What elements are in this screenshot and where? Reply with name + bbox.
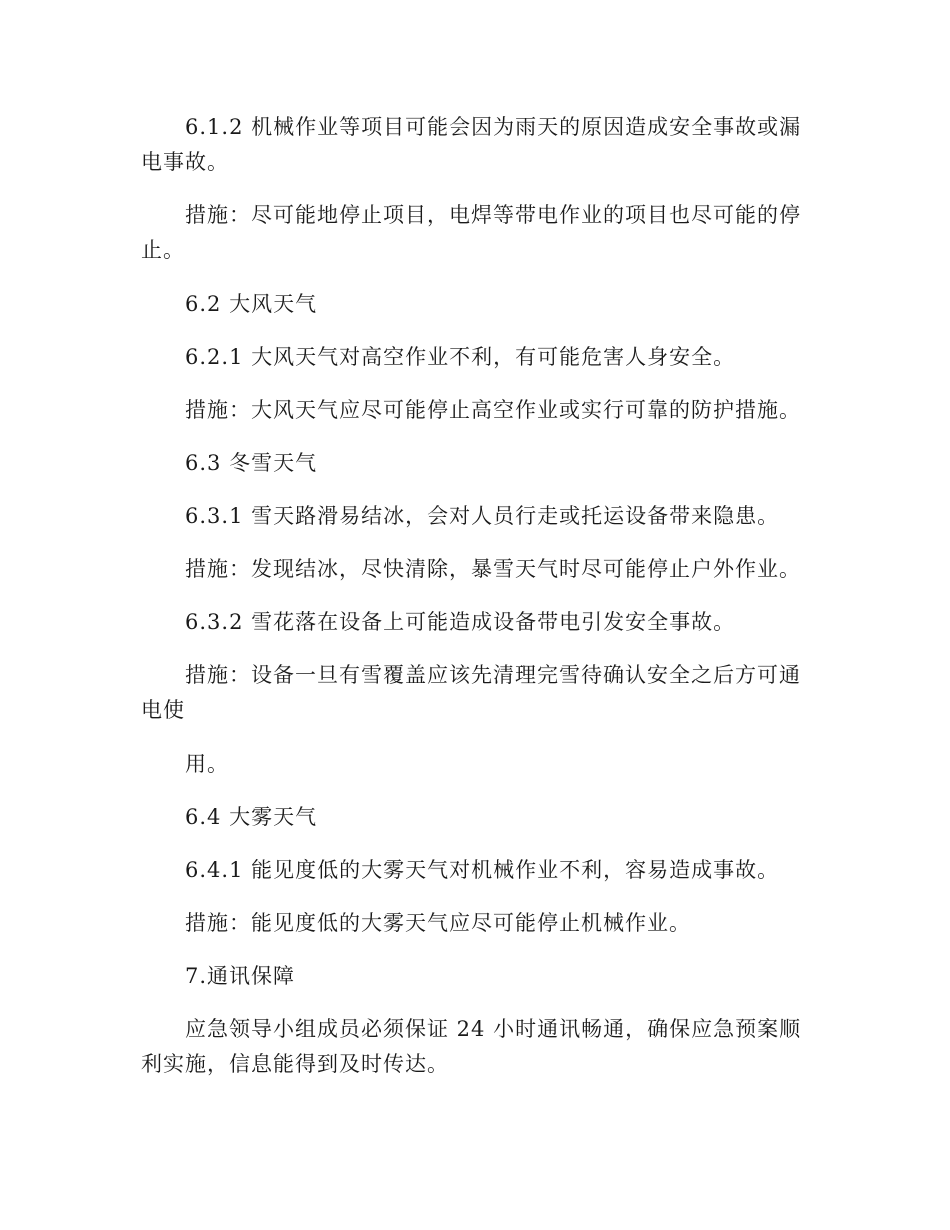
- paragraph-measure-6-2-1: 措施：大风天气应尽可能停止高空作业或实行可靠的防护措施。: [185, 398, 801, 422]
- paragraph-measure-6-3-1: 措施：发现结冰，尽快清除，暴雪天气时尽可能停止户外作业。: [185, 557, 801, 581]
- paragraph-6-1-2: 6.1.2 机械作业等项目可能会因为雨天的原因造成安全事故或漏电事故。: [141, 115, 802, 174]
- heading-6-3: 6.3 冬雪天气: [185, 451, 318, 475]
- paragraph-6-4-1: 6.4.1 能见度低的大雾天气对机械作业不利，容易造成事故。: [185, 858, 780, 882]
- heading-7: 7.通讯保障: [185, 964, 296, 988]
- paragraph-measure-6-1-2: 措施：尽可能地停止项目，电焊等带电作业的项目也尽可能的停止。: [141, 203, 801, 262]
- paragraph-measure-6-3-2: 措施：设备一旦有雪覆盖应该先清理完雪待确认安全之后方可通电使: [141, 663, 801, 722]
- heading-6-2: 6.2 大风天气: [185, 292, 318, 316]
- paragraph-measure-6-4-1: 措施：能见度低的大雾天气应尽可能停止机械作业。: [185, 911, 691, 935]
- paragraph-6-3-1: 6.3.1 雪天路滑易结冰，会对人员行走或托运设备带来隐患。: [185, 504, 780, 528]
- paragraph-measure-6-3-2-continued: 用。: [185, 752, 229, 776]
- heading-6-4: 6.4 大雾天气: [185, 805, 318, 829]
- paragraph-6-2-1: 6.2.1 大风天气对高空作业不利，有可能危害人身安全。: [185, 345, 736, 369]
- paragraph-7-communication: 应急领导小组成员必须保证 24 小时通讯畅通，确保应急预案顺利实施，信息能得到及时传达。: [141, 1017, 802, 1076]
- paragraph-6-3-2: 6.3.2 雪花落在设备上可能造成设备带电引发安全事故。: [185, 610, 736, 634]
